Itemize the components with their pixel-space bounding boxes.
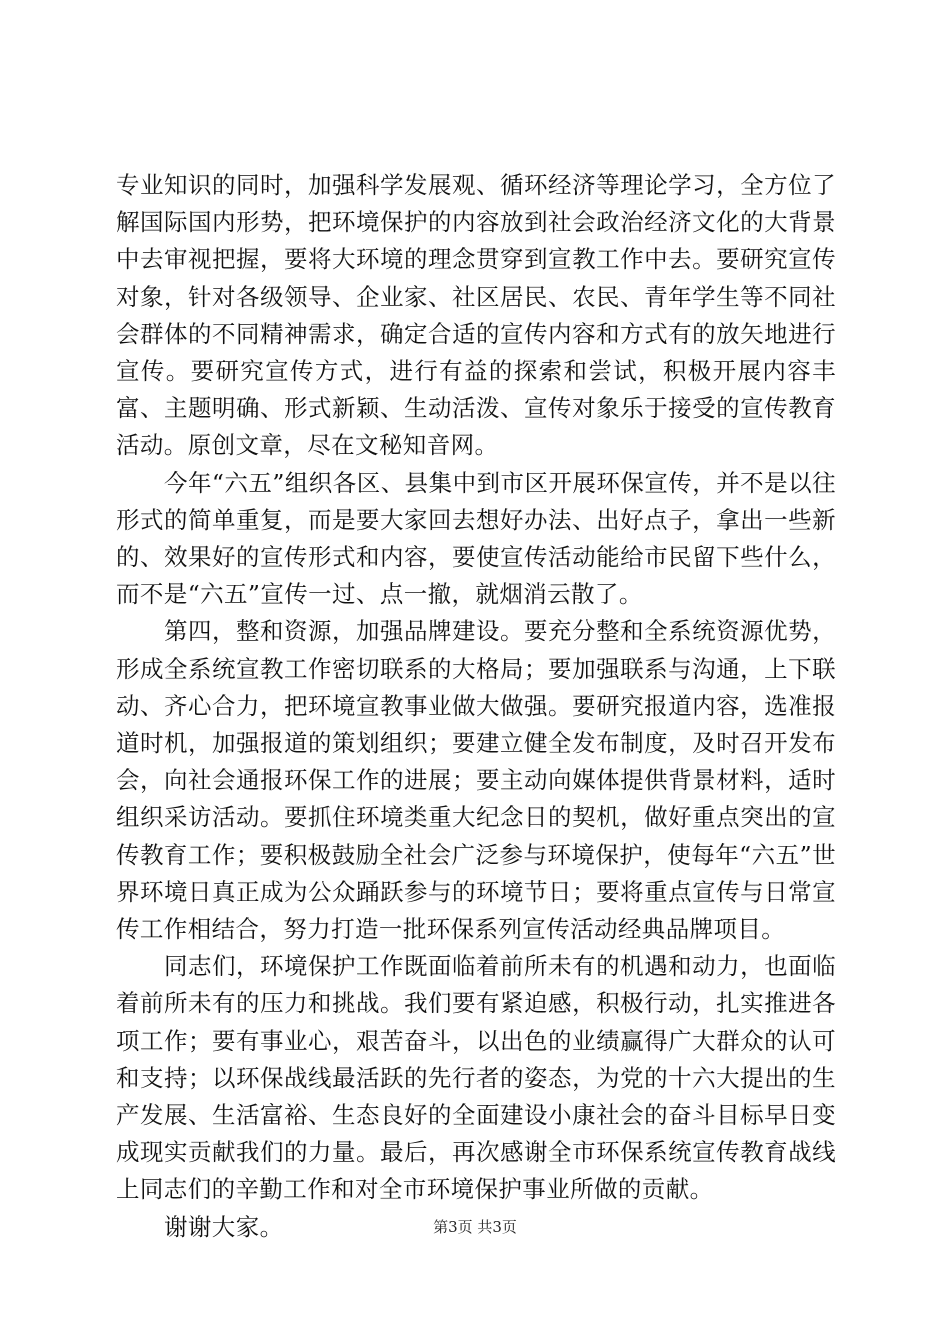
document-body xyxy=(116,167,836,1246)
page-number-footer: 第3页 共3页 xyxy=(433,1218,517,1236)
paragraph-professional-knowledge: 专业知识的同时，加强科学发展观、循环经济等理论学习，全方位了解国际国内形势，把环境保护的内容放到社会政治经济文化的大背景中去审视把握，要将大环境的理念贯穿到宣教工作中去。要研究宣传对象，针对各级领导、企业家、社区居民、农民、青年学生等不同社会群体的不同精神需求，确定合适的宣传内容和方式有的放矢地进行宣传。要研究宣传方式，进行有益的探索和尝试，积极开展内容丰富、主题明确、形式新颖、生动活泼、宣传对象乐于接受的宣传教育活动。原创文章，尽在文秘知音网。 xyxy=(116,171,836,460)
paragraph-closing-remarks: 同志们，环境保护工作既面临着前所未有的机遇和动力，也面临着前所未有的压力和挑战。我们要有紧迫感，积极行动，扎实推进各项工作；要有事业心，艰苦奋斗，以出色的业绩赢得广大群众的认可和支持；以环保战线最活跃的先行者的姿态，为党的十六大提出的生产发展、生活富裕、生态良好的全面建设小康社会的奋斗目标早日变成现实贡献我们的力量。最后，再次感谢全市环保系统宣传教育战线上同志们的辛勤工作和对全市环境保护事业所做的贡献。 xyxy=(116,952,836,1204)
paragraph-resource-integration: 第四，整和资源，加强品牌建设。要充分整和全系统资源优势，形成全系统宣教工作密切联系的大格局；要加强联系与沟通，上下联动、齐心合力，把环境宣教事业做大做强。要研究报道内容，选准报道时机，加强报道的策划组织；要建立健全发布制度，及时召开发布会，向社会通报环保工作的进展；要主动向媒体提供背景材料，适时组织采访活动。要抓住环境类重大纪念日的契机，做好重点突出的宣传教育工作；要积极鼓励全社会广泛参与环境保护，使每年“六五”世界环境日真正成为公众踊跃参与的环境节日；要将重点宣传与日常宣传工作相结合，努力打造一批环保系列宣传活动经典品牌项目。 xyxy=(116,617,836,944)
paragraph-world-environment-day-campaign: 今年“六五”组织各区、县集中到市区开展环保宣传，并不是以往形式的简单重复，而是要大家回去想好办法、出好点子，拿出一些新的、效果好的宣传形式和内容，要使宣传活动能给市民留下些什么，而不是“六五”宣传一过、点一撤，就烟消云散了。 xyxy=(116,468,836,609)
paragraph-thanks: 谢谢大家。 xyxy=(164,1212,284,1241)
